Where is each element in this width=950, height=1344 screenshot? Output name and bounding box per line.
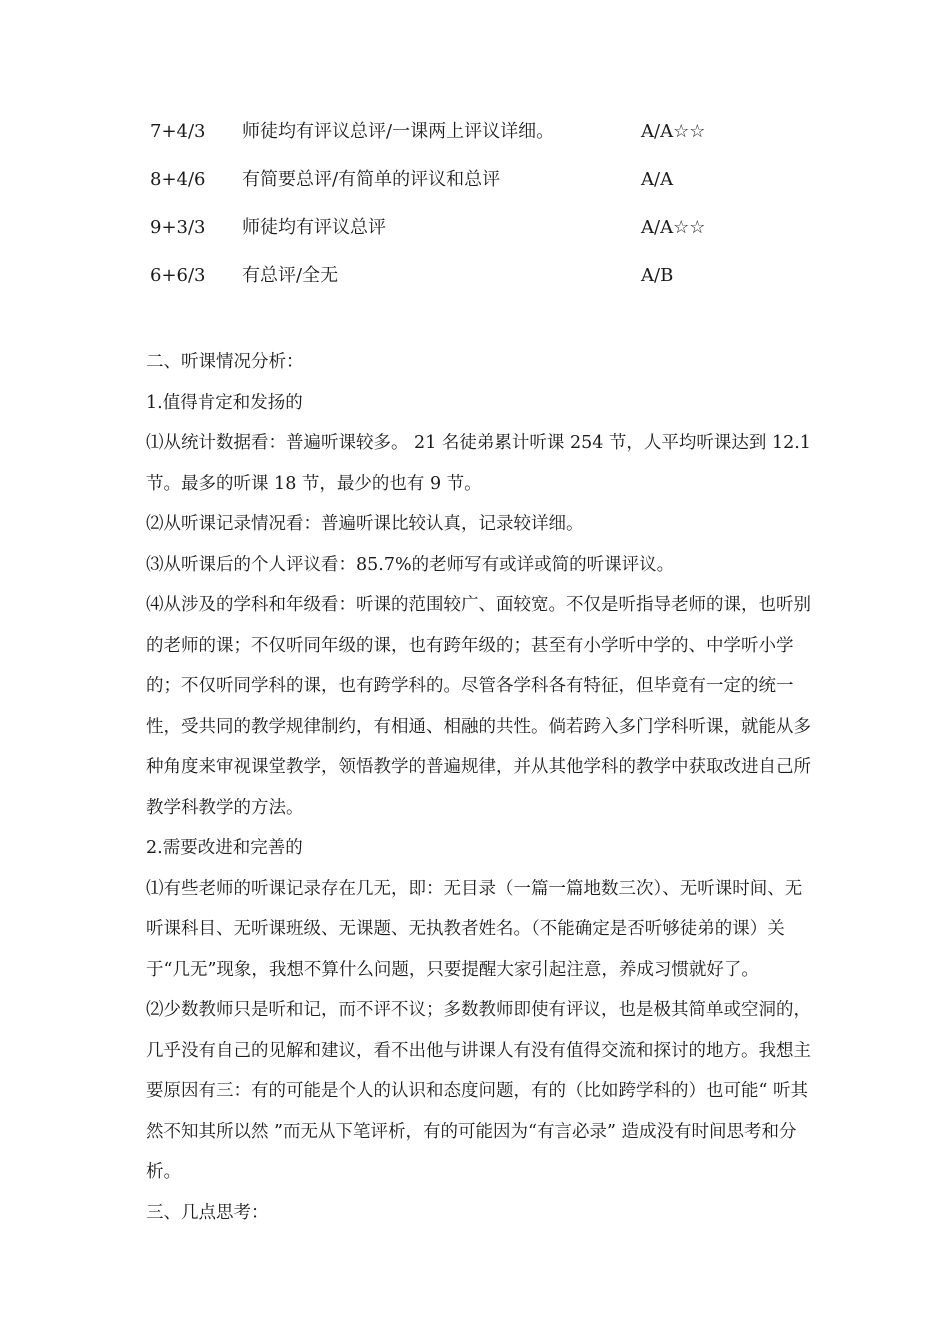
count-cell: 8+4/6 [150,169,206,190]
grade-cell: A/A [641,169,674,190]
grade-cell: A/B [641,265,674,286]
table-row [0,117,950,147]
paragraph: ⑵少数教师只是听和记，而不评不议；多数教师即使有评议，也是极其简单或空洞的，几乎没有自己的见解和建议，看不出他与讲课人有没有值得交流和探讨的地方。我想主要原因有三：有的可能是个人的认识和态度问题，有的（比如跨学科的）也可能“ 听其然不知其所以然 ”而无从下笔评析，有的可能因为“有言必录” 造成没有时间思考和分析。 [146,1000,811,1182]
section-heading: 三、几点思考： [146,1202,269,1223]
paragraph: ⑵从听课记录情况看：普遍听课比较认真，记录较详细。 [146,514,584,534]
count-cell: 6+6/3 [150,265,206,286]
grade-cell: A/A☆☆ [641,217,706,238]
paragraph: ⑴从统计数据看：普遍听课较多。 21 名徒弟累计听课 254 节，人平均听课达到 12.1 节。最多的听课 18 节，最少的也有 9 节。 [146,433,811,494]
subsection-heading: 1.值得肯定和发扬的 [146,392,303,413]
count-cell: 7+4/3 [150,121,206,142]
count-cell: 9+3/3 [150,217,206,238]
table-row [0,213,950,243]
table-row [0,261,950,291]
paragraph: ⑶从听课后的个人评议看：85.7%的老师写有或详或简的听课评议。 [146,554,675,575]
paragraph: ⑴有些老师的听课记录存在几无，即：无目录（一篇一篇地数三次）、无听课时间、无听课科目、无听课班级、无课题、无执教者姓名。（不能确定是否听够徒弟的课）关于“几无”现象，我想不算什么问题，只要提醒大家引起注意，养成习惯就好了。 [146,878,803,980]
subsection-heading: 2.需要改进和完善的 [146,838,303,858]
description-cell: 有总评/全无 [242,265,339,286]
description-cell: 师徒均有评议总评 [242,217,386,238]
description-cell: 师徒均有评议总评/一课两上评议详细。 [242,121,555,142]
grade-cell: A/A☆☆ [641,121,706,142]
analysis-section [146,342,814,1233]
table-row [0,165,950,195]
paragraph: ⑷从涉及的学科和年级看：听课的范围较广、面较宽。不仅是听指导老师的课，也听别的老师的课；不仅听同年级的课，也有跨年级的；甚至有小学听中学的、中学听小学的；不仅听同学科的课，也有跨学科的。尽管各学科各有特征，但毕竟有一定的统一性，受共同的教学规律制约，有相通、相融的共性。倘若跨入多门学科听课，就能从多种角度来审视课堂教学，领悟教学的普遍规律，并从其他学科的教学中获取改进自己所教学科教学的方法。 [146,595,811,818]
description-cell: 有简要总评/有简单的评议和总评 [242,169,501,190]
section-heading: 二、听课情况分析： [146,352,304,372]
